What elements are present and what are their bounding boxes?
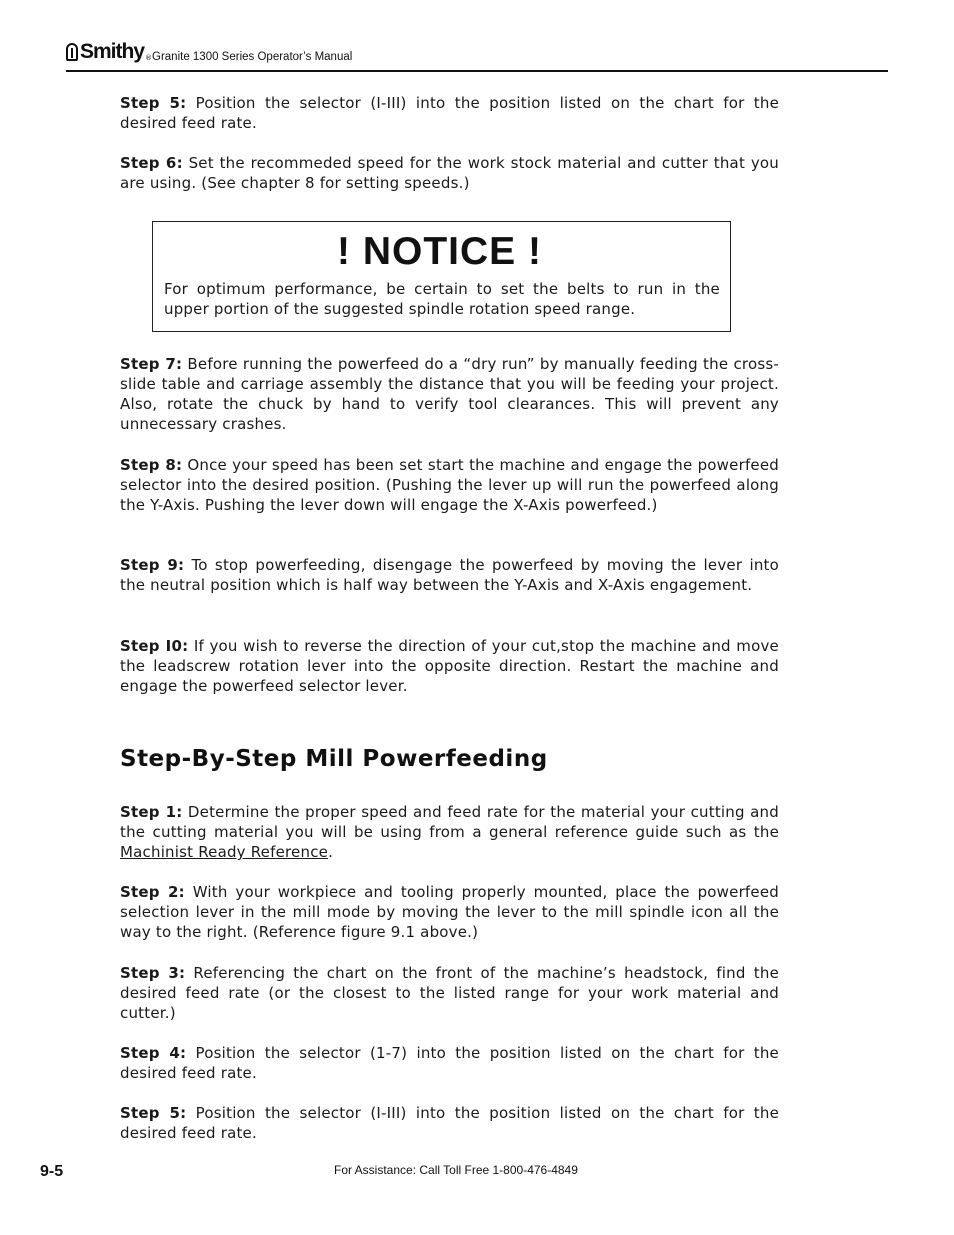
mill-step-5 xyxy=(120,1103,779,1143)
step-7 xyxy=(120,354,779,434)
step-text-end: . xyxy=(328,843,334,861)
step-8 xyxy=(120,455,779,515)
step-text: Position the selector (1-7) into the position listed on the chart for the desired feed rate. xyxy=(120,1044,779,1082)
page-number: 9-5 xyxy=(40,1163,64,1180)
step-label: Step 2: xyxy=(120,883,185,901)
mill-step-4 xyxy=(120,1043,779,1083)
step-label: Step I0: xyxy=(120,637,189,655)
step-text: Before running the powerfeed do a “dry run” by manually feeding the cross-slide table and carriage assembly the distance that you will be feeding your project. Also, rotate the chuck by hand to verify tool clearances. This will prevent any unnecessary crashes. xyxy=(120,355,779,433)
manual-title: Granite 1300 Series Operator’s Manual xyxy=(152,51,353,63)
step-label: Step 6: xyxy=(120,154,183,172)
step-text: Referencing the chart on the front of the machine’s headstock, find the desired feed rate (or the closest to the listed range for your work material and cutter.) xyxy=(120,964,779,1022)
step-label: Step 1: xyxy=(120,803,183,821)
step-10 xyxy=(120,636,779,696)
top-step-5 xyxy=(120,93,779,133)
registered-mark: ® xyxy=(145,54,153,62)
page-header xyxy=(66,40,888,72)
step-9 xyxy=(120,555,779,595)
footer-assistance: For Assistance: Call Toll Free 1-800-476-4849 xyxy=(334,1163,578,1177)
step-text: Once your speed has been set start the machine and engage the powerfeed selector into the desired position. (Pushing the lever up will run the powerfeed along the Y-Axis. Pushing the lever down will engage the X-Axis powerfeed.) xyxy=(120,456,780,514)
step-text: With your workpiece and tooling properly mounted, place the powerfeed selection lever in the mill mode by moving the lever to the mill spindle icon all the way to the right. (Reference figure 9.1 above.) xyxy=(120,883,779,941)
smithy-logo xyxy=(66,40,152,64)
mill-step-1 xyxy=(120,802,779,862)
step-label: Step 7: xyxy=(120,355,183,373)
step-text: Position the selector (I-III) into the position listed on the chart for the desired feed rate. xyxy=(120,94,779,132)
logo-text: Smithy xyxy=(80,40,145,63)
mill-step-3 xyxy=(120,963,779,1023)
step-label: Step 5: xyxy=(120,1104,187,1122)
step-label: Step 4: xyxy=(120,1044,187,1062)
step-text: Set the recommeded speed for the work stock material and cutter that you are using. (See chapter 8 for setting speeds.) xyxy=(120,154,779,192)
mill-step-2 xyxy=(120,882,779,942)
top-step-6 xyxy=(120,153,779,193)
reference-title: Machinist Ready Reference xyxy=(120,843,329,861)
section-heading: Step-By-Step Mill Powerfeeding xyxy=(120,746,548,772)
step-label: Step 8: xyxy=(120,456,183,474)
step-label: Step 5: xyxy=(120,94,187,112)
step-label: Step 9: xyxy=(120,556,185,574)
notice-body: For optimum performance, be certain to set the belts to run in the upper portion of the suggested spindle rotation speed range. xyxy=(164,280,720,318)
step-label: Step 3: xyxy=(120,964,186,982)
notice-box xyxy=(152,221,731,332)
step-text: Determine the proper speed and feed rate for the material your cutting and the cutting material you will be using from a general reference guide such as the xyxy=(120,803,779,841)
step-text: To stop powerfeeding, disengage the powerfeed by moving the lever into the neutral position which is half way between the Y-Axis and X-Axis engagement. xyxy=(120,556,779,594)
notice-title: ! NOTICE ! xyxy=(337,230,542,273)
step-text: Position the selector (I-III) into the position listed on the chart for the desired feed rate. xyxy=(120,1104,779,1142)
step-text: If you wish to reverse the direction of your cut,stop the machine and move the leadscrew rotation lever into the opposite direction. Restart the machine and engage the powerfeed selector lever. xyxy=(120,637,779,695)
smithy-logo-icon xyxy=(66,43,78,61)
